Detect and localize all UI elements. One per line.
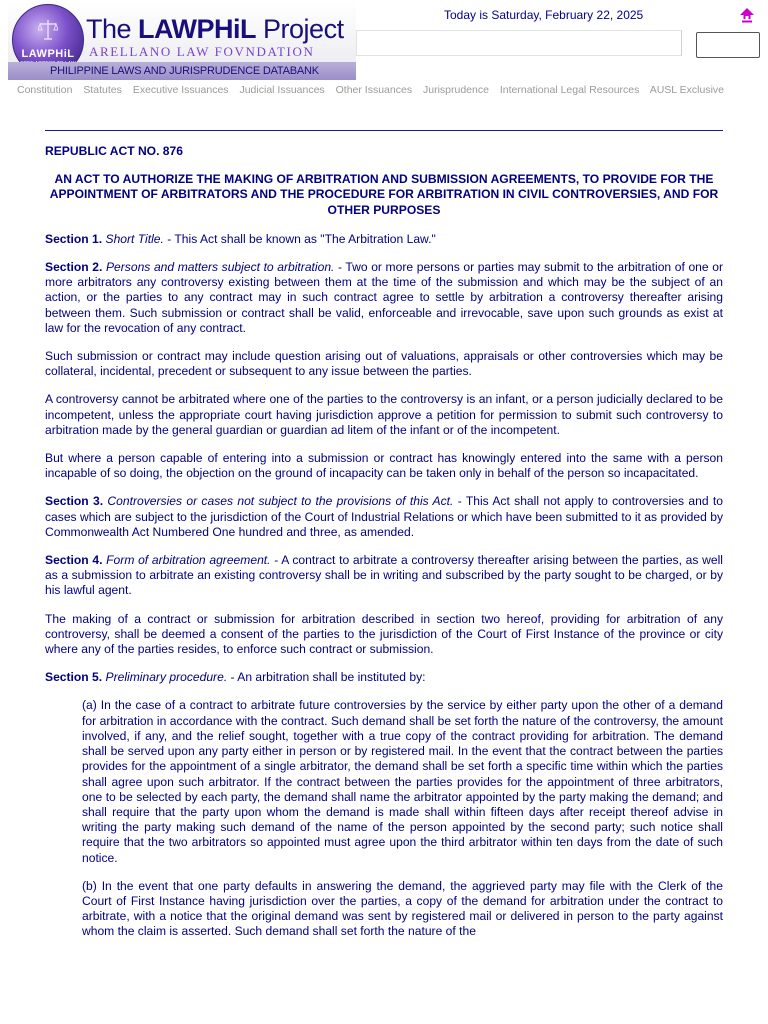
section-2-paragraph-b: Such submission or contract may include question arising out of valuations, appraisals or other controversies which may be collateral, incidental, precedent or subsequent to any issue between the parties. (45, 349, 723, 379)
nav-judicial-issuances[interactable]: Judicial Issuances (239, 84, 325, 96)
seal-text: LAWPHiL (21, 48, 75, 60)
section-label: Section 3. (45, 494, 104, 509)
section-3 (45, 494, 723, 540)
brand-title (86, 14, 344, 45)
section-2 (45, 260, 723, 336)
section-4-paragraph-b: The making of a contract or submission for arbitration described in section two hereof, providing for arbitration of any controversy, shall be deemed a consent of the parties to the jurisdiction of the Court of First Instance of the province or city where any of the parties resides, to enforce such contract or submission. (45, 611, 723, 657)
section-heading: Controversies or cases not subject to the provisions of this Act. (107, 494, 454, 509)
section-heading: Form of arbitration agreement. (106, 553, 271, 568)
act-title: AN ACT TO AUTHORIZE THE MAKING OF ARBITRATION AND SUBMISSION AGREEMENTS, TO PROVIDE FOR THE APPOINTMENT OF ARBITRATORS AND THE PROCEDURE FOR ARBITRATION IN CIVIL CONTROVERSIES, AND FOR OTHER PURPOSES (49, 172, 719, 217)
section-1 (45, 232, 723, 247)
divider-line (45, 130, 723, 131)
nav-constitution[interactable]: Constitution (17, 84, 73, 96)
main-nav (17, 84, 732, 96)
tagline: PHILIPPINE LAWS AND JURISPRUDENCE DATABANK (50, 65, 319, 77)
site-header (0, 0, 768, 100)
section-label: Section 5. (45, 670, 103, 685)
section-text: - This Act shall not apply to controversies and to cases which are subject to the jurisdiction of the Court of Industrial Relations or which have been submitted to it as provided by Commonwealth Act Numbered One hundred and three, as amended. (45, 494, 723, 539)
section-text: - A contract to arbitrate a controversy thereafter arising between the parties, as well as a submission to arbitrate an existing controversy shall be in writing and subscribed by the party sought to be charged, or by his lawful agent. (45, 553, 723, 598)
section-heading: Short Title. (105, 231, 164, 246)
nav-jurisprudence[interactable]: Jurisprudence (422, 84, 489, 96)
section-text: - This Act shall be known as "The Arbitration Law." (163, 231, 436, 246)
section-heading: Preliminary procedure. (105, 670, 228, 685)
section-text: - Two or more persons or parties may submit to the arbitration of one or more arbitrators any controversy existing between them at the time of the submission and which may be the subject of an action, or the parties to any contract may in such contract agree to settle by arbitration a controversy thereafter arising between them. Such submission or contract shall be valid, enforceable and irrevocable, save upon such grounds as exist at law for the revocation of any contract. (45, 260, 723, 335)
section-text: - An arbitration shall be instituted by: (227, 670, 426, 685)
section-4 (45, 553, 723, 599)
section-heading: Persons and matters subject to arbitration. (105, 260, 335, 275)
home-arrow-icon[interactable] (739, 7, 755, 23)
section-2-paragraph-c: A controversy cannot be arbitrated where one of the parties to the controversy is an infant, or a person judicially declared to be incompetent, unless the appropriate court having jurisdiction approve a petition for permission to submit such controversy to arbitration made by the general guardian or guardian ad litem of the infant or of the incompetent. (45, 392, 723, 437)
nav-other-issuances[interactable]: Other Issuances (335, 84, 413, 96)
foundation-name: ARELLANO LAW FOVNDATION (89, 44, 315, 59)
brand-prefix: The (86, 14, 139, 44)
section-label: Section 4. (45, 553, 103, 568)
nav-ausl-exclusive[interactable]: AUSL Exclusive (649, 84, 725, 96)
brand-suffix: Project (256, 14, 344, 44)
section-5-clause-a: (a) In the case of a contract to arbitrate future controversies by the service by either party upon the other of a demand for arbitration in accordance with the contract. Such demand shall be set forth the nature of the controversy, the amount involved, if any, and the relief sought, together with a true copy of the contract providing for arbitration. The demand shall be served upon any party either in person or by registered mail. In the event that the contract between the parties provides for the appointment of a single arbitrator, the demand shall be set forth a specific time within which the parties shall agree upon such arbitrator. If the contract between the parties provides for the appointment of three arbitrators, one to be selected by each party, the demand shall name the arbitrator appointed by the party making the demand; and shall require that the party upon whom the demand is made shall within fifteen days after receipt thereof advise in writing the party making such demand of the name of the person appointed by the second party; such notice shall require that the two arbitrators so appointed must agree upon the third arbitrator within ten days from the date of such notice. (82, 698, 723, 865)
today-date: Today is Saturday, February 22, 2025 (444, 8, 644, 22)
site-logo[interactable] (8, 2, 356, 80)
brand-lawphil: LAWPHiL (138, 14, 257, 44)
section-label: Section 1. (45, 231, 103, 246)
search-button[interactable] (696, 32, 760, 58)
scales-icon (38, 19, 58, 41)
section-5-clause-b: (b) In the event that one party defaults in answering the demand, the aggrieved party may file with the Clerk of the Court of First Instance having jurisdiction over the parties, a copy of the demand for arbitration under the contract to arbitrate, with a notice that the original demand was sent by registered mail or delivered in person to the party against whom the claim is asserted. Such demand shall set forth the nature of the (82, 878, 723, 939)
search-input[interactable] (356, 30, 682, 56)
section-2-paragraph-d: But where a person capable of entering into a submission or contract has knowingly entered into the same with a person incapable of so doing, the objection on the ground of incapacity can be taken only in behalf of the person so incapacitated. (45, 451, 723, 481)
nav-executive-issuances[interactable]: Executive Issuances (132, 84, 229, 96)
section-5 (45, 670, 723, 685)
nav-international-legal-resources[interactable]: International Legal Resources (499, 84, 640, 96)
nav-statutes[interactable]: Statutes (83, 84, 122, 96)
document-body (45, 144, 723, 953)
section-label: Section 2. (45, 260, 103, 275)
act-number: REPUBLIC ACT NO. 876 (45, 144, 183, 158)
